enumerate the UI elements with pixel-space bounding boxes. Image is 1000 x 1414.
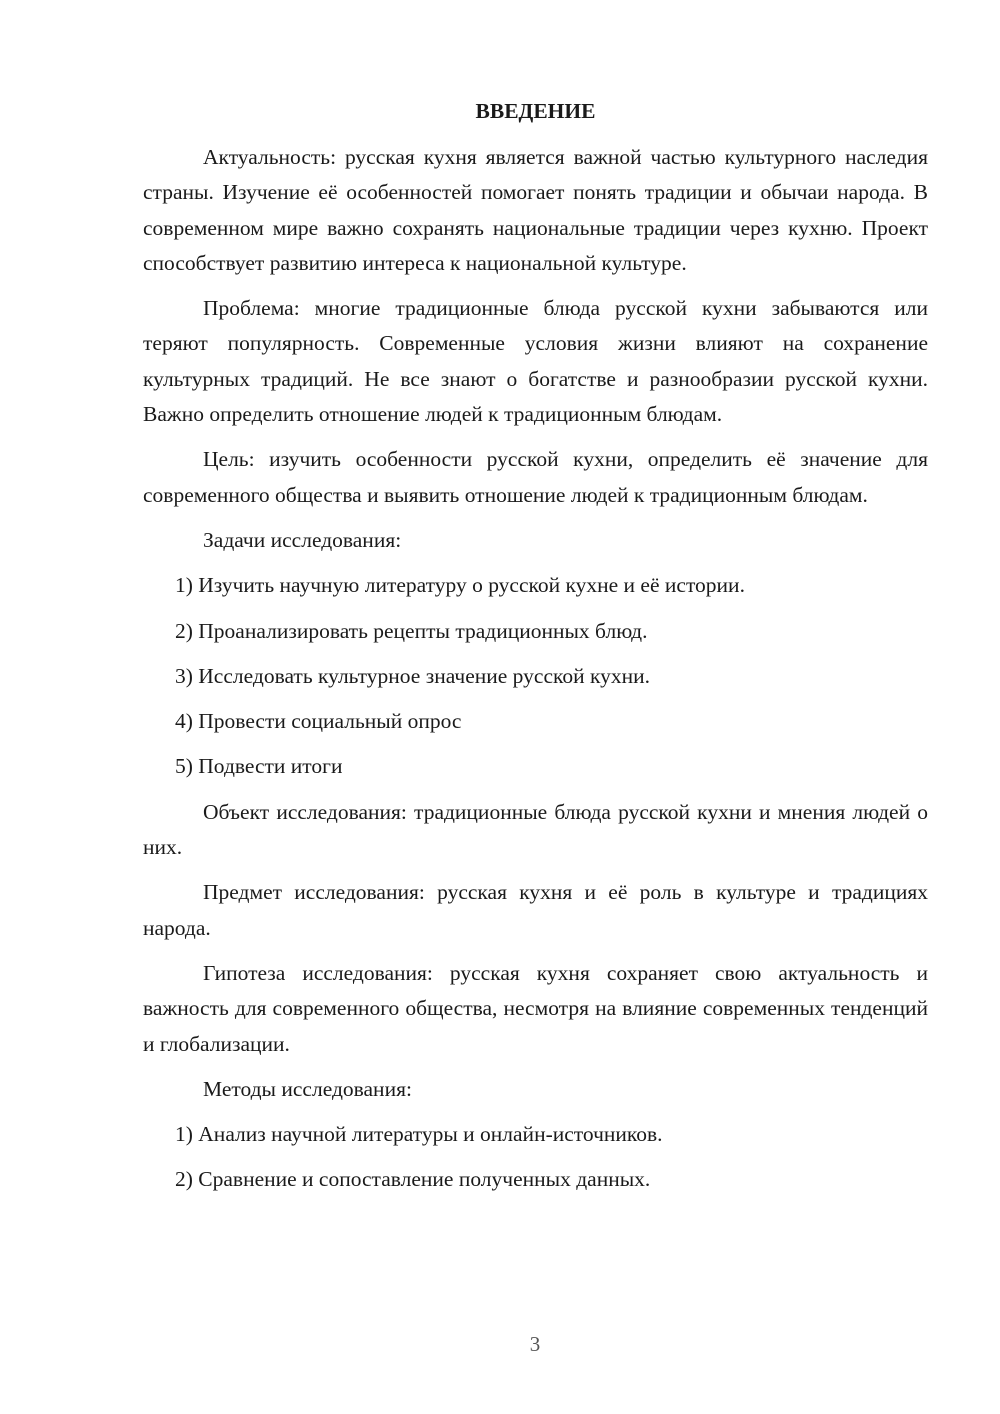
list-item: 2) Проанализировать рецепты традиционных блюд.	[175, 618, 648, 643]
tasks-list	[143, 568, 928, 784]
list-item: 1) Анализ научной литературы и онлайн-источников.	[175, 1122, 663, 1147]
tasks-heading: Задачи исследования:	[203, 527, 402, 552]
list-item: 4) Провести социальный опрос	[175, 709, 462, 734]
page-title: ВВЕДЕНИЕ	[475, 99, 596, 123]
relevance-paragraph: Актуальность: русская кухня является важной частью культурного наследия страны. Изучение её особенностей помогает понять традиции и обычаи народа. В современном мире важно сохранять национальные традиции через кухню. Проект способствует развитию интереса к национальной культуре.	[143, 145, 928, 275]
object-paragraph: Объект исследования: традиционные блюда русской кухни и мнения людей о них.	[143, 799, 928, 860]
subject-paragraph: Предмет исследования: русская кухня и её роль в культуре и традициях народа.	[143, 880, 928, 940]
page-number: 3	[529, 1332, 541, 1356]
document-page	[143, 95, 928, 1208]
methods-heading: Методы исследования:	[203, 1076, 412, 1101]
problem-paragraph: Проблема: многие традиционные блюда русской кухни забываются или теряют популярность. Современные условия жизни влияют на сохранение культурных традиций. Не все знают о богатстве и разнообразии русской кухни. Важно определить отношение людей к традиционным блюдам.	[143, 296, 928, 427]
list-item: 2) Сравнение и сопоставление полученных данных.	[175, 1167, 651, 1192]
list-item: 5) Подвести итоги	[175, 754, 343, 779]
list-item: 1) Изучить научную литературу о русской кухне и её истории.	[175, 573, 745, 598]
list-item: 3) Исследовать культурное значение русской кухни.	[175, 663, 650, 688]
goal-paragraph: Цель: изучить особенности русской кухни, определить её значение для современного общества и выявить отношение людей к традиционным блюдам.	[143, 447, 928, 507]
methods-list	[143, 1117, 928, 1198]
hypothesis-paragraph: Гипотеза исследования: русская кухня сохраняет свою актуальность и важность для современного общества, несмотря на влияние современных тенденций и глобализации.	[143, 960, 928, 1056]
